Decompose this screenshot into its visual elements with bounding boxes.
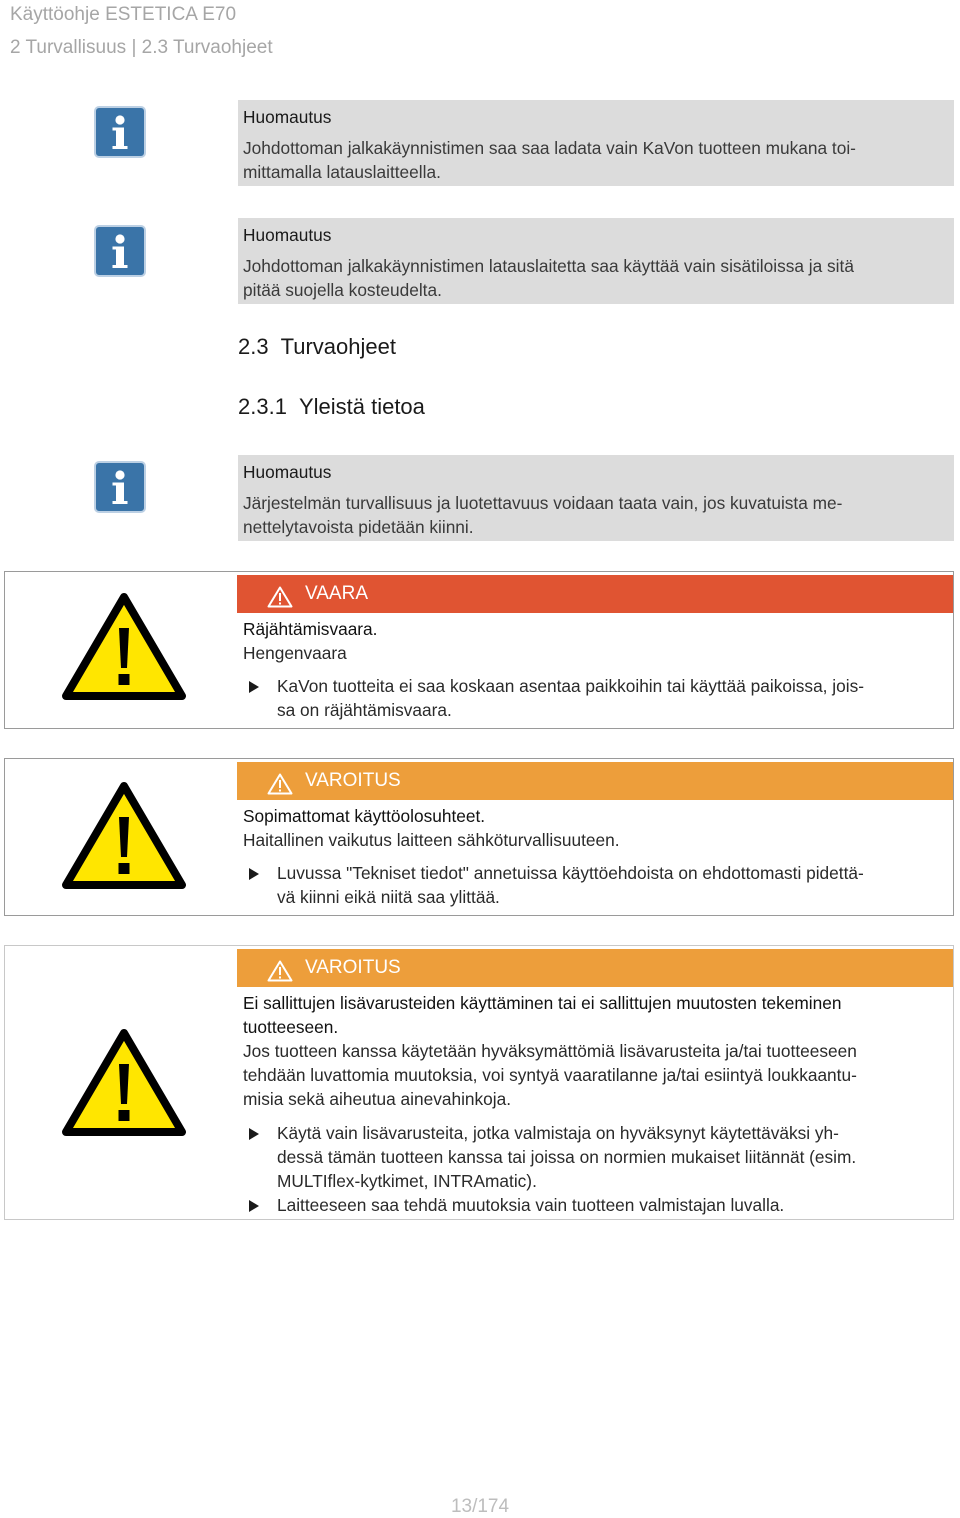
subsection-number: 2.3.1 <box>238 394 287 419</box>
action-item: Käytä vain lisävarusteita, jotka valmistaja on hyväksynyt käytettäväksi yh- dessä tämän tuotteen kanssa tai joissa on normien mukaiset liitännät (esim. MULTIflex-kytkimet, INTRAmatic). <box>243 1121 955 1193</box>
note-box <box>238 455 954 541</box>
action-item: KaVon tuotteita ei saa koskaan asentaa paikkoihin tai käyttää paikoissa, jois- sa on räjähtämisvaara. <box>243 674 955 722</box>
section-title: Turvaohjeet <box>280 334 396 359</box>
note-text-line: Johdottoman jalkakäynnistimen saa saa ladata vain KaVon tuotteen mukana toi- <box>243 138 856 158</box>
warning-label: VAROITUS <box>305 957 401 978</box>
warning-box <box>4 945 954 1220</box>
note-box <box>238 218 954 304</box>
warning-box <box>4 758 954 916</box>
action-item: Laitteeseen saa tehdä muutoksia vain tuotteen valmistajan luvalla. <box>243 1193 955 1217</box>
danger-header <box>237 575 953 613</box>
hazard-consequence: Haitallinen vaikutus laitteen sähköturvallisuuteen. <box>243 830 620 850</box>
danger-label: VAARA <box>305 583 369 604</box>
info-icon <box>94 106 146 158</box>
bullet-arrow-icon <box>249 681 259 693</box>
page-number: 13/174 <box>450 1496 510 1517</box>
note-text <box>243 491 948 539</box>
danger-body <box>243 617 955 722</box>
warning-small-icon <box>267 958 293 980</box>
hazard-heading: Sopimattomat käyttöolosuhteet. <box>243 806 486 826</box>
info-icon <box>94 225 146 277</box>
hazard-heading: Räjähtämisvaara. <box>243 619 378 639</box>
hazard-consequence: Hengenvaara <box>243 643 347 663</box>
note-text <box>243 254 948 302</box>
bullet-arrow-icon <box>249 868 259 880</box>
hazard-consequence: Jos tuotteen kanssa käytetään hyväksymättömiä lisävarusteita ja/tai tuotteeseen tehdään luvattomia muutoksia, voi syntyä vaaratilanne ja/tai esiintyä loukkaantu- misia sekä aiheutua ainevahinkoja. <box>243 1041 857 1109</box>
note-title: Huomautus <box>243 225 332 245</box>
warning-header <box>237 762 953 800</box>
document-title: Käyttöohje ESTETICA E70 <box>10 4 237 25</box>
warning-small-icon <box>267 771 293 793</box>
section-number: 2.3 <box>238 334 269 359</box>
note-title: Huomautus <box>243 462 332 482</box>
warning-triangle-icon <box>61 592 187 702</box>
note-text-line: Järjestelmän turvallisuus ja luotettavuus voidaan taata vain, jos kuvatuista me- <box>243 493 843 513</box>
warning-small-icon <box>267 584 293 606</box>
section-heading <box>238 334 396 360</box>
warning-body <box>243 804 955 909</box>
note-text <box>243 136 948 184</box>
note-text-line: mittamalla latauslaitteella. <box>243 162 441 182</box>
hazard-heading: Ei sallittujen lisävarusteiden käyttäminen tai ei sallittujen muutosten tekeminen tuotteeseen. <box>243 993 842 1037</box>
bullet-arrow-icon <box>249 1200 259 1212</box>
action-item: Luvussa "Tekniset tiedot" annetuissa käyttöehdoista on ehdottomasti pidettä- vä kiinni eikä niitä saa ylittää. <box>243 861 955 909</box>
warning-triangle-icon <box>61 781 187 891</box>
note-text-line: Johdottoman jalkakäynnistimen latauslaitetta saa käyttää vain sisätiloissa ja sitä <box>243 256 854 276</box>
warning-body <box>243 991 955 1217</box>
subsection-heading <box>238 394 425 420</box>
note-text-line: nettelytavoista pidetään kiinni. <box>243 517 474 537</box>
warning-label: VAROITUS <box>305 770 401 791</box>
subsection-title: Yleistä tietoa <box>298 394 425 419</box>
note-text-line: pitää suojella kosteudelta. <box>243 280 442 300</box>
note-box <box>238 100 954 186</box>
note-title: Huomautus <box>243 107 332 127</box>
danger-box <box>4 571 954 729</box>
bullet-arrow-icon <box>249 1128 259 1140</box>
warning-triangle-icon <box>61 1028 187 1138</box>
info-icon <box>94 461 146 513</box>
warning-header <box>237 949 953 987</box>
breadcrumb: 2 Turvallisuus | 2.3 Turvaohjeet <box>10 37 273 58</box>
